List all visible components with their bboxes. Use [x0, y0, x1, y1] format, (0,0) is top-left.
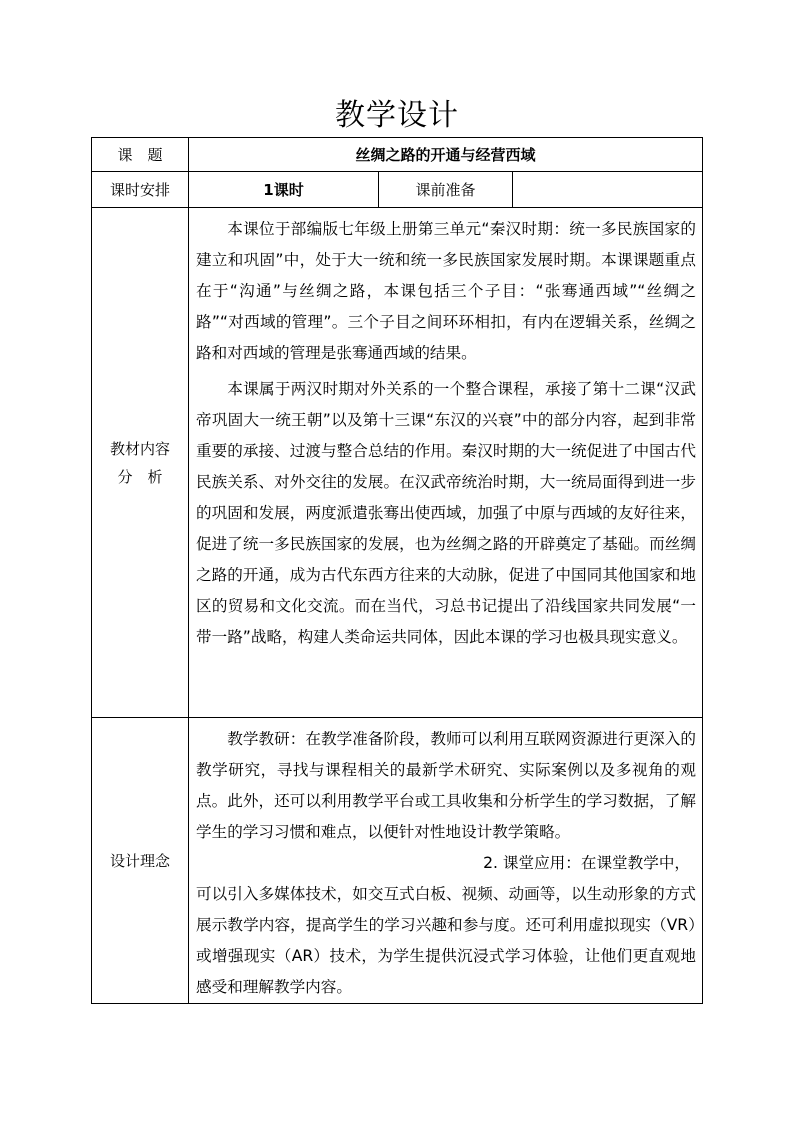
analysis-label-line2: 分 析 [117, 467, 163, 486]
prep-label: 课前准备 [379, 172, 513, 208]
design-paragraph-2 [196, 848, 696, 1003]
analysis-paragraph: 本课属于两汉时期对外关系的一个整合课程，承接了第十二课“汉武帝巩固大一统王朝”以及第十三课“东汉的兴衰”中的部分内容，起到非常重要的承接、过渡与整合总结的作用。秦汉时期的大一统促进了中国古代民族关系、对外交往的发展。在汉武帝统治时期，大一统局面得到进一步的巩固和发展，两度派遣张骞出使西域，加强了中原与西域的友好往来，促进了统一多民族国家的发展，也为丝绸之路的开辟奠定了基础。而丝绸之路的开通，成为古代东西方往来的大动脉，促进了中国同其他国家和地区的贸易和文化交流。而在当代，习总书记提出了沿线国家共同发展“一带一路”战略，构建人类命运共同体，因此本课的学习也极具现实意义。 [196, 380, 697, 646]
topic-label: 课 题 [92, 138, 189, 172]
prep-value [513, 172, 703, 208]
topic-row [92, 138, 703, 172]
design-label: 设计理念 [92, 718, 189, 1004]
design-paragraph-2-lead: 2. 课堂应用：在课堂教学中， [483, 854, 691, 872]
analysis-content [189, 208, 703, 718]
analysis-row [92, 208, 703, 718]
hours-label: 课时安排 [92, 172, 189, 208]
analysis-label [92, 208, 189, 718]
design-content [189, 718, 703, 1004]
analysis-label-line1: 教材内容 [109, 439, 170, 458]
analysis-paragraph: 本课位于部编版七年级上册第三单元“秦汉时期：统一多民族国家的建立和巩固”中，处于大一统和统一多民族国家发展时期。本课课题重点在于“沟通”与丝绸之路，本课包括三个子目：“张骞通西域”“丝绸之路”“对西域的管理”。三个子目之间环环相扣，有内在逻辑关系，丝绸之路和对西域的管理是张骞通西域的结果。 [196, 220, 697, 362]
topic-value: 丝绸之路的开通与经营西域 [189, 138, 703, 172]
design-paragraph: 教学教研：在教学准备阶段，教师可以利用互联网资源进行更深入的教学研究，寻找与课程相关的最新学术研究、实际案例以及多视角的观点。此外，还可以利用教学平台或工具收集和分析学生的学习数据，了解学生的学习习惯和难点，以便针对性地设计教学策略。 [196, 730, 697, 841]
hours-value: 1课时 [189, 172, 379, 208]
hours-row [92, 172, 703, 208]
design-row [92, 718, 703, 1004]
page-title: 教学设计 [335, 98, 459, 133]
lesson-plan-table [91, 137, 703, 1004]
design-paragraph-2-text: 可以引入多媒体技术，如交互式白板、视频、动画等，以生动形象的方式展示教学内容，提高学生的学习兴趣和参与度。还可利用虚拟现实（VR）或增强现实（AR）技术，为学生提供沉浸式学习体验，让他们更直观地感受和理解教学内容。 [196, 885, 697, 996]
